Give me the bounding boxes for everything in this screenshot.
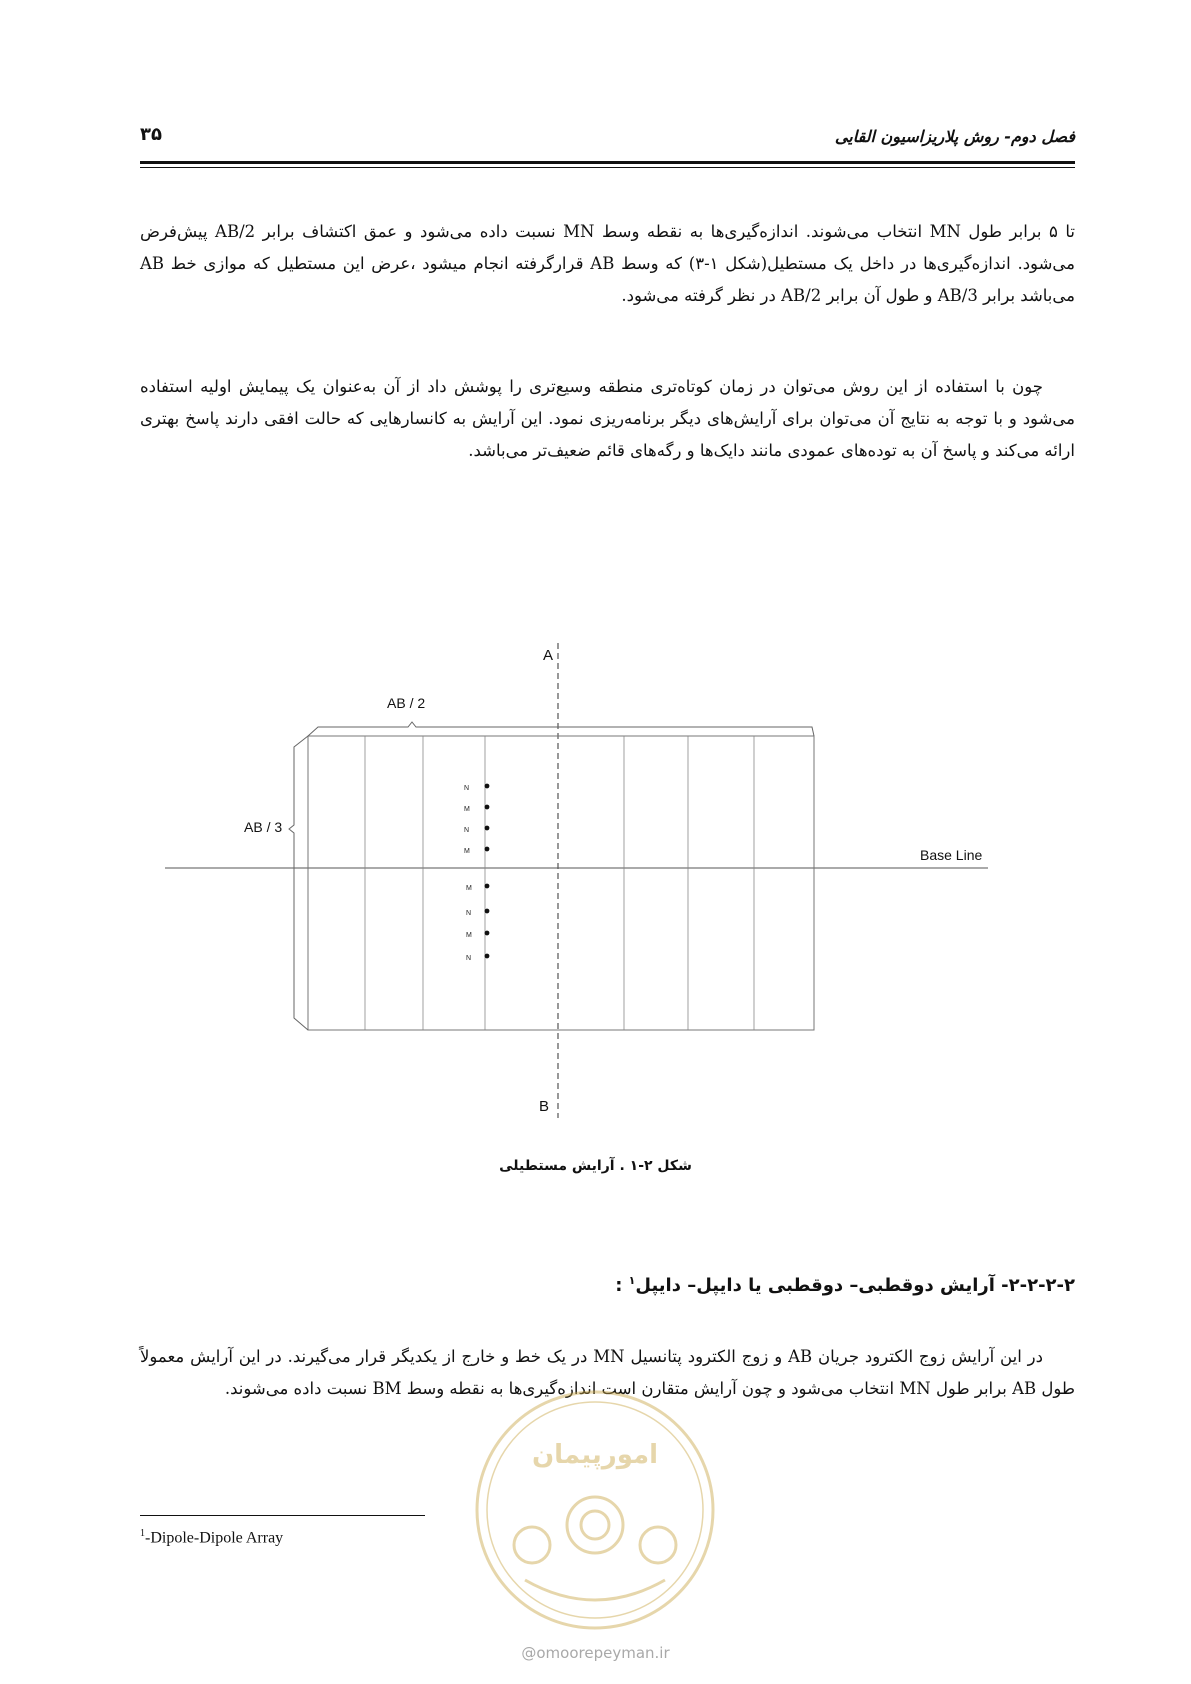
electrode-label: M <box>464 848 470 855</box>
ab2-bracket <box>308 722 814 736</box>
section-heading <box>615 1274 1075 1296</box>
rectangle-grid-lines <box>365 736 754 1030</box>
page-number: ۳۵ <box>140 124 162 145</box>
electrode-dot <box>485 784 490 789</box>
footnote-rule <box>140 1515 425 1516</box>
footnote-text: -Dipole-Dipole Array <box>145 1529 284 1547</box>
label-a: A <box>543 647 554 664</box>
footnote-reference: ۱ <box>628 1274 636 1287</box>
label-b: B <box>539 1098 550 1115</box>
figure-caption: شکل ۲-۱ . آرایش مستطیلی <box>499 1158 692 1174</box>
watermark-seal-text: امورپیمان <box>531 1440 659 1470</box>
watermark-seal <box>470 1385 720 1635</box>
chapter-title: فصل دوم- روش پلاریزاسیون القایی <box>834 127 1075 146</box>
electrode-label: N <box>466 910 472 917</box>
section-heading-suffix: : <box>615 1275 629 1296</box>
electrode-label: N <box>466 955 472 962</box>
electrode-label: N <box>464 827 470 834</box>
electrode-dot <box>485 954 490 959</box>
electrode-dot <box>485 847 490 852</box>
hammer-icon <box>640 1527 676 1563</box>
electrode-dot <box>485 805 490 810</box>
electrode-labels <box>464 785 472 962</box>
scale-icon <box>514 1527 550 1563</box>
ab3-bracket <box>289 736 308 1030</box>
electrode-dot <box>485 909 490 914</box>
electrode-label: M <box>466 932 472 939</box>
electrode-label: M <box>466 885 472 892</box>
electrode-label: N <box>464 785 470 792</box>
footnote <box>140 1528 283 1547</box>
electrode-dot <box>485 884 490 889</box>
electrode-label: M <box>464 806 470 813</box>
electrode-dot <box>485 826 490 831</box>
label-baseline: Base Line <box>920 847 983 863</box>
body-paragraph-2: چون با استفاده از این روش می‌توان در زمان کوتاه‌تری منطقه وسیع‌تری را پوشش داد از آن به‌عنوان یک پیمایش اولیه استفاده می‌شود و با توجه به نتایج آن می‌توان برای آرایش‌های دیگر برنامه‌ریزی نمود. این آرایش به کانسارهایی که حالت افقی دارند پاسخ بهتری ارائه می‌کند و پاسخ آن به توده‌های عمودی مانند دایک‌ها و رگه‌های قائم ضعیف‌تر می‌باشد. <box>140 377 1075 460</box>
label-ab3: AB / 3 <box>244 819 283 835</box>
footnote-marker: 1 <box>140 1528 145 1539</box>
watermark-url: @omoorepeyman.ir <box>521 1644 670 1662</box>
body-paragraph-1: تا ۵ برابر طول MN انتخاب می‌شوند. اندازه‌گیری‌ها به نقطه وسط MN نسبت داده می‌شود و عمق اکتشاف برابر AB/2 پیش‌فرض می‌شود. اندازه‌گیری‌ها در داخل یک مستطیل(شکل ۱-۳) که وسط AB قرارگرفته انجام میشود ،عرض این مستطیل که موازی خط AB می‌باشد برابر AB/3 و طول آن برابر AB/2 در نظر گرفته می‌شود. <box>140 222 1076 305</box>
section-heading-text: ۲-۲-۲-۲- آرایش دوقطبی– دوقطبی یا دایپل– دایپل <box>635 1275 1075 1296</box>
section-paragraph: در این آرایش زوج الکترود جریان AB و زوج الکترود پتانسیل MN در یک خط و خارج از یکدیگر قرار می‌گیرند. در این آرایش معمولاً طول AB برابر طول MN انتخاب می‌شود و چون آرایش متقارن است اندازه‌گیری‌ها به نقطه وسط BM نسبت داده می‌شوند. <box>140 1347 1075 1398</box>
gear-icon <box>567 1497 623 1553</box>
label-ab2: AB / 2 <box>387 695 426 711</box>
electrode-dot <box>485 931 490 936</box>
measurement-rectangle <box>308 736 814 1030</box>
